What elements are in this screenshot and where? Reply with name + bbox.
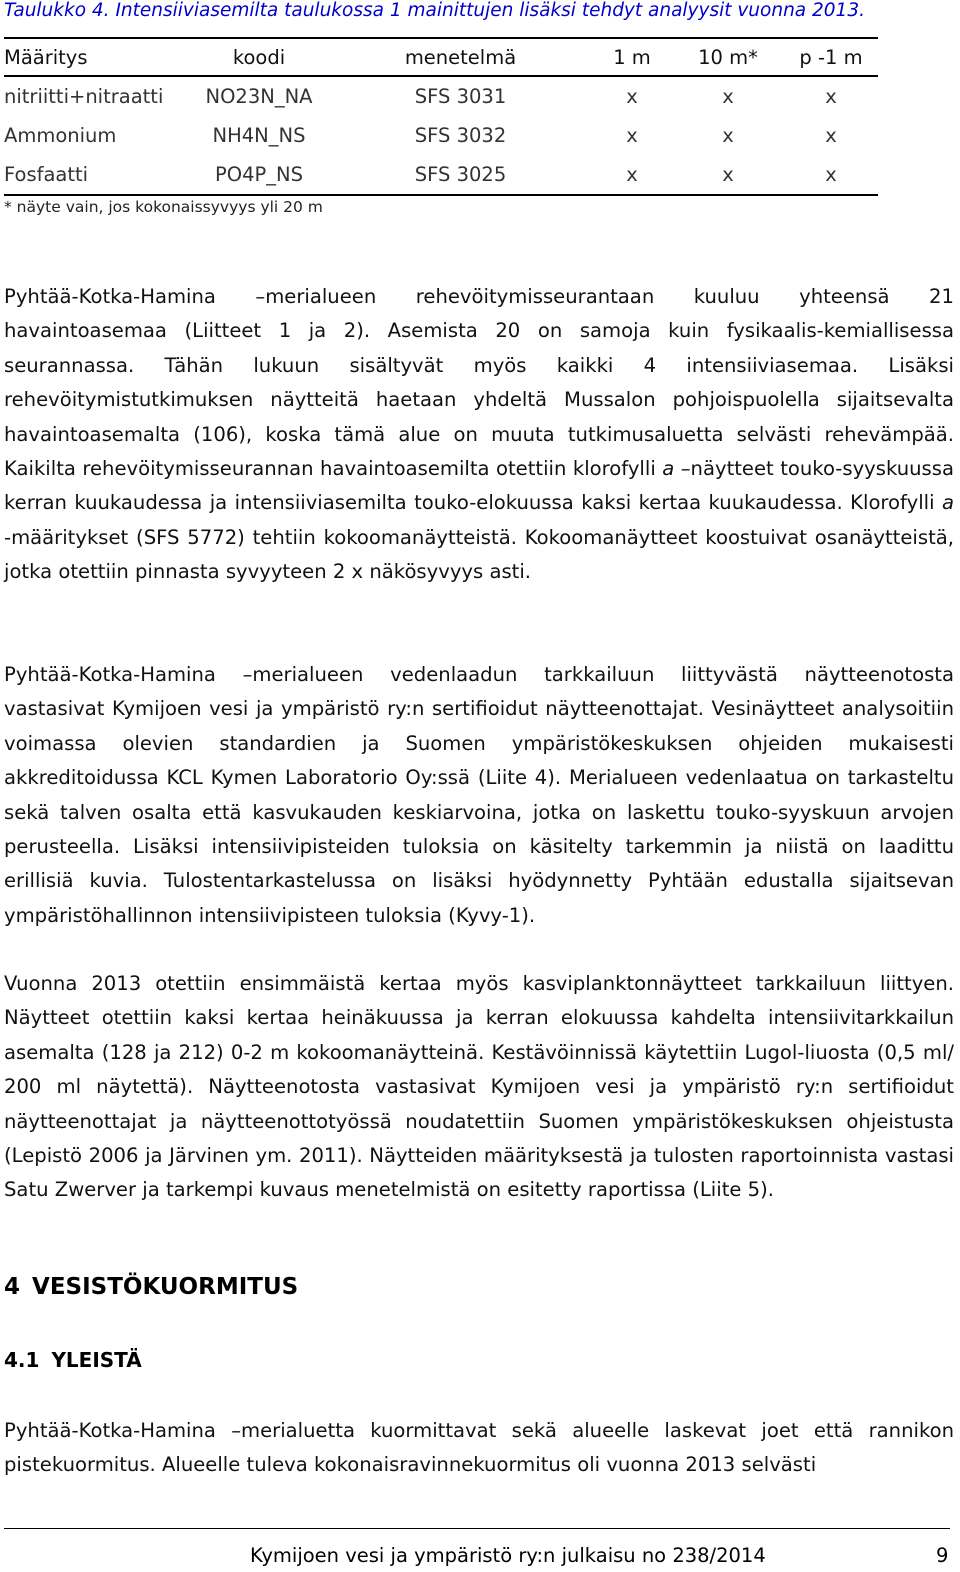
- table-cell: PO4P_NS: [189, 155, 329, 195]
- paragraph-text: -määritykset (SFS 5772) tehtiin kokoomanäytteistä. Kokoomanäytteet koostuivat osanäytteistä, jotka otettiin pinnasta syvyyteen 2 x näkösyvyys asti.: [4, 525, 954, 584]
- column-header: 10 m*: [672, 38, 784, 76]
- table-cell: x: [722, 124, 734, 147]
- table-cell: SFS 3032: [414, 124, 507, 147]
- subsection-heading: [4, 1348, 142, 1372]
- column-header: Määritys: [4, 38, 189, 76]
- table-cell: x: [825, 85, 837, 108]
- table-cell: x: [722, 85, 734, 108]
- table-cell: SFS 3025: [329, 155, 592, 195]
- table-cell: x: [825, 124, 837, 147]
- column-header: koodi: [189, 38, 329, 76]
- column-header: p -1 m: [784, 38, 878, 76]
- table-caption: Taulukko 4. Intensiiviasemilta taulukossa 1 mainittujen lisäksi tehdyt analyysit vuonna 2013.: [4, 0, 865, 21]
- section-number: 4: [4, 1274, 21, 1300]
- section-heading: [4, 1274, 298, 1300]
- paragraph-eutrophication-monitoring: [4, 280, 954, 590]
- table-header-row: [4, 38, 878, 76]
- table-cell: x: [592, 155, 672, 195]
- table-cell: SFS 3031: [414, 85, 507, 108]
- page-number: 9: [936, 1544, 949, 1567]
- table-row: [4, 116, 878, 155]
- table-row: [4, 76, 878, 116]
- table-footnote: * näyte vain, jos kokonaissyvyys yli 20 m: [4, 198, 323, 216]
- subsection-title: YLEISTÄ: [51, 1348, 142, 1372]
- footer-publisher: Kymijoen vesi ja ympäristö ry:n julkaisu no 238/2014: [250, 1544, 766, 1567]
- analysis-table: [4, 37, 878, 196]
- column-header: 1 m: [592, 38, 672, 76]
- paragraph-loading: Pyhtää-Kotka-Hamina –merialuetta kuormittavat sekä alueelle laskevat joet että rannikon pistekuormitus. Alueelle tuleva kokonaisravinnekuormitus oli vuonna 2013 selvästi: [4, 1419, 954, 1477]
- footer-divider: [4, 1528, 950, 1529]
- paragraph-text: Pyhtää-Kotka-Hamina –merialueen rehevöitymisseurantaan kuuluu yhteensä 21 havaintoasemaa (Liitteet 1 ja 2). Asemista 20 on samoja kuin fysikaalis-kemiallisessa seurannassa. Tähän lukuun sisältyvät myös kaikki 4 intensiiviasemaa. Lisäksi rehevöitymistutkimuksen näytteitä haetaan yhdeltä Mussalon pohjoispuolella sijaitsevalta havaintoasemalta (106), koska tämä alue on muuta tutkimusaluetta selvästi rehevämpää. Kaikilta rehevöitymisseurannan havaintoasemilta otettiin klorofylli: [4, 285, 954, 481]
- table-cell: x: [672, 155, 784, 195]
- table-cell: x: [784, 155, 878, 195]
- column-header: menetelmä: [329, 38, 592, 76]
- table-cell: x: [626, 124, 638, 147]
- table-cell: NH4N_NS: [212, 124, 306, 147]
- paragraph-water-quality-sampling: Pyhtää-Kotka-Hamina –merialueen vedenlaadun tarkkailuun liittyvästä näytteenotosta vastasivat Kymijoen vesi ja ympäristö ry:n sertifioidut näytteenottajat. Vesinäytteet analysoitiin voimassa olevien standardien ja Suomen ympäristökeskuksen ohjeiden mukaisesti akkreditoidussa KCL Kymen Laboratorio Oy:ssä (Liite 4). Merialueen vedenlaatua on tarkasteltu sekä talven osalta että kasvukauden keskiarvoina, jotka on laskettu touko-syyskuun arvojen perusteella. Lisäksi intensiivipisteiden tuloksia on käsitelty tarkemmin ja niistä on laadittu erillisiä kuvia. Tulostentarkastelussa on lisäksi hyödynnetty Pyhtään edustalla sijaitsevan ympäristöhallinnon intensiivipisteen tuloksia (Kyvy-1).: [4, 663, 954, 927]
- paragraph-text: –näytteet touko-syyskuussa kerran kuukaudessa ja intensiiviasemilta touko-elokuussa kaksi kertaa kuukaudessa. Klorofylli: [4, 457, 954, 515]
- table-cell: Ammonium: [4, 124, 117, 147]
- table-cell: NO23N_NA: [205, 85, 313, 108]
- table-row: [4, 155, 878, 195]
- subsection-number: 4.1: [4, 1348, 40, 1372]
- section-title: VESISTÖKUORMITUS: [32, 1274, 299, 1300]
- paragraph-phytoplankton: Vuonna 2013 otettiin ensimmäistä kertaa myös kasviplanktonnäytteet tarkkailuun liittyen. Näytteet otettiin kaksi kertaa heinäkuussa ja kerran elokuussa kahdelta intensiivitarkkailun asemalta (128 ja 212) 0-2 m kokoomanäytteinä. Kestävöinnissä käytettiin Lugol-liuosta (0,5 ml/ 200 ml näytettä). Näytteenotosta vastasivat Kymijoen vesi ja ympäristö ry:n sertifioidut näytteenottajat ja näytteenottotyössä noudatettiin Suomen ympäristökeskuksen ohjeistusta (Lepistö 2006 ja Järvinen ym. 2011). Näytteiden määrityksestä ja tulosten raportoinnista vastasi Satu Zwerver ja tarkempi kuvaus menetelmistä on esitetty raportissa (Liite 5).: [4, 972, 954, 1202]
- italic-symbol: a: [662, 457, 675, 481]
- table-cell: Fosfaatti: [4, 155, 189, 195]
- table-cell: x: [626, 85, 638, 108]
- italic-symbol: a: [941, 491, 954, 515]
- table-cell: nitriitti+nitraatti: [4, 85, 164, 108]
